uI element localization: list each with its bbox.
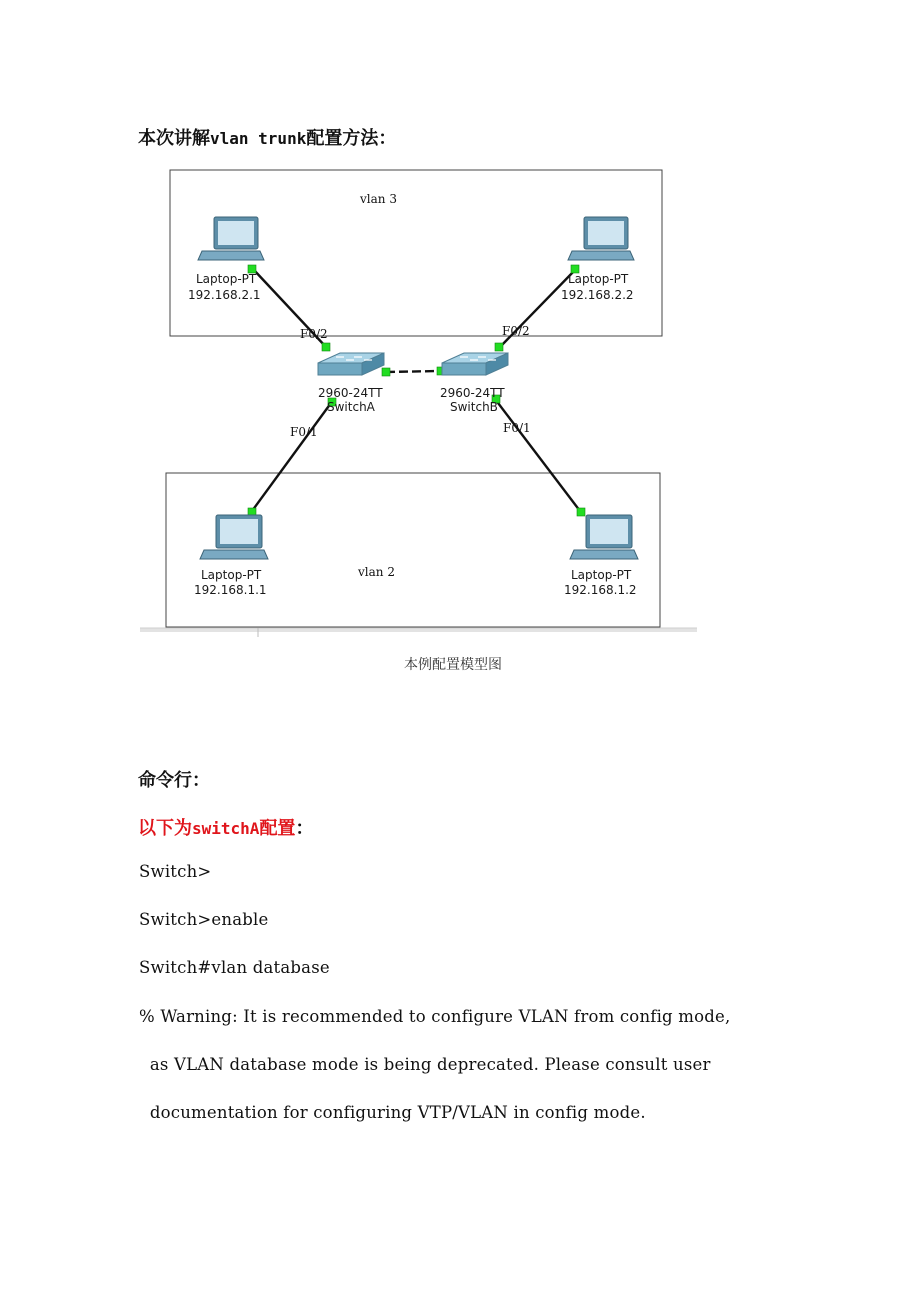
switchA-heading-suffix: 配置 bbox=[259, 818, 296, 839]
command-line: Switch> bbox=[139, 862, 212, 881]
command-line: Switch#vlan database bbox=[139, 958, 330, 977]
laptop4-name: Laptop-PT bbox=[571, 568, 632, 582]
link-dot bbox=[382, 368, 390, 376]
laptop2-ip: 192.168.2.2 bbox=[561, 288, 634, 302]
link-dot bbox=[322, 343, 330, 351]
link-dot bbox=[495, 343, 503, 351]
cmdline-heading: 命令行： bbox=[138, 770, 210, 791]
port-label-b-top: F0/2 bbox=[502, 324, 530, 338]
heading-prefix: 本次讲解 bbox=[138, 128, 210, 149]
switchA-heading-prefix: 以下为 bbox=[138, 818, 192, 839]
laptop3-ip: 192.168.1.1 bbox=[194, 583, 267, 597]
command-line: as VLAN database mode is being deprecated. Please consult user bbox=[139, 1055, 711, 1074]
heading-suffix: 配置方法： bbox=[306, 128, 397, 149]
laptop-icon bbox=[568, 217, 634, 260]
vlan2-label: vlan 2 bbox=[358, 565, 395, 579]
laptop-icon bbox=[570, 515, 638, 559]
port-label-a-bottom: F0/1 bbox=[290, 425, 318, 439]
switchA-name: SwitchA bbox=[327, 400, 375, 414]
laptop4-ip: 192.168.1.2 bbox=[564, 583, 637, 597]
cable-switchA-laptop3 bbox=[252, 403, 331, 511]
switch-icon bbox=[442, 353, 508, 375]
heading-code: vlan trunk bbox=[210, 129, 307, 148]
switchA-model: 2960-24TT bbox=[318, 386, 383, 400]
command-line: % Warning: It is recommended to configure VLAN from config mode, bbox=[139, 1007, 731, 1026]
port-label-a-top: F0/2 bbox=[300, 327, 328, 341]
vlan3-label: vlan 3 bbox=[360, 192, 397, 206]
switchA-config-heading bbox=[138, 814, 313, 840]
switch-icon bbox=[318, 353, 384, 375]
switchB-model: 2960-24TT bbox=[440, 386, 505, 400]
switchA-heading-code: switchA bbox=[192, 819, 260, 838]
figure-caption: 本例配置模型图 bbox=[404, 657, 502, 673]
laptop3-name: Laptop-PT bbox=[201, 568, 262, 582]
switchB-name: SwitchB bbox=[450, 400, 498, 414]
port-label-b-bottom: F0/1 bbox=[503, 421, 531, 435]
laptop1-name: Laptop-PT bbox=[196, 272, 257, 286]
link-dot bbox=[577, 508, 585, 516]
laptop2-name: Laptop-PT bbox=[568, 272, 629, 286]
laptop-icon bbox=[198, 217, 264, 260]
page-heading bbox=[138, 124, 396, 150]
image-bottom-bar bbox=[140, 628, 697, 632]
laptop-icon bbox=[200, 515, 268, 559]
cable-switchB-laptop4 bbox=[495, 399, 580, 511]
laptop1-ip: 192.168.2.1 bbox=[188, 288, 261, 302]
cable-trunk bbox=[386, 371, 440, 372]
switchA-heading-colon: ： bbox=[295, 818, 314, 839]
network-diagram bbox=[140, 165, 700, 637]
command-line: Switch>enable bbox=[139, 910, 269, 929]
command-line: documentation for configuring VTP/VLAN in config mode. bbox=[139, 1103, 646, 1122]
